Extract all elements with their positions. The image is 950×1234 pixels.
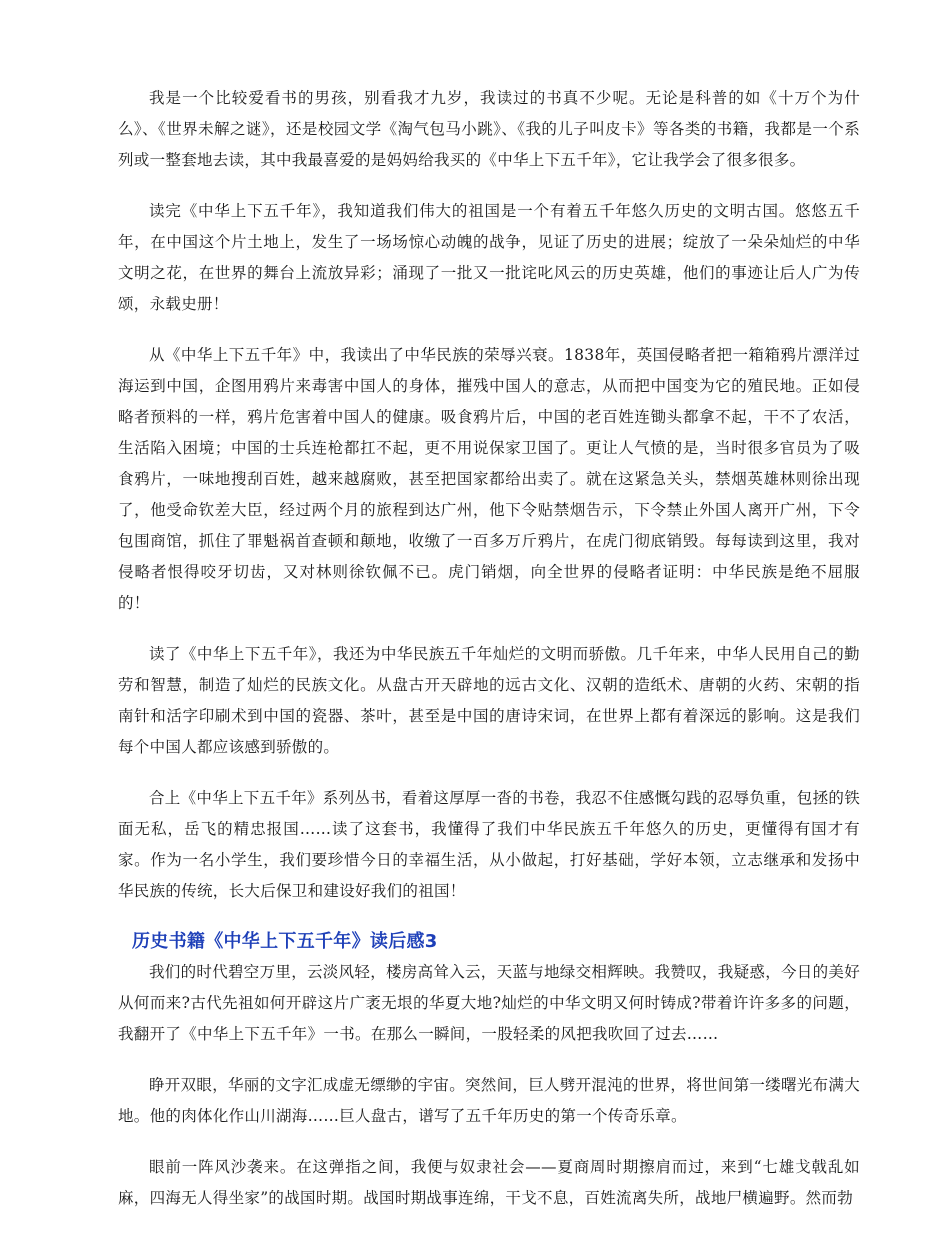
paragraph-modern-era: 我们的时代碧空万里，云淡风轻，楼房高耸入云，天蓝与地绿交相辉映。我赞叹，我疑惑，今日的美好从何而来?古代先祖如何开辟这片广袤无垠的华夏大地?灿烂的中华文明又何时铸成?带着许许多多的问题，我翻开了《中华上下五千年》一书。在那么一瞬间，一股轻柔的风把我吹回了过去…… — [118, 963, 861, 1043]
paragraph-opium-war: 从《中华上下五千年》中，我读出了中华民族的荣辱兴衰。1838年，英国侵略者把一箱箱鸦片漂洋过海运到中国，企图用鸦片来毒害中国人的身体，摧残中国人的意志，从而把中国变为它的殖民地。正如侵略者预料的一样，鸦片危害着中国人的健康。吸食鸦片后，中国的老百姓连锄头都拿不起，干不了农活，生活陷入困境；中国的士兵连枪都扛不起，更不用说保家卫国了。更让人气愤的是，当时很多官员为了吸食鸦片，一味地搜刮百姓，越来越腐败，甚至把国家都给出卖了。就在这紧急关头，禁烟英雄林则徐出现了，他受命钦差大臣，经过两个月的旅程到达广州，他下令贴禁烟告示，下令禁止外国人离开广州，下令包围商馆，抓住了罪魁祸首查顿和颠地，收缴了一百多万斤鸦片，在虎门彻底销毁。每每读到这里，我对侵略者恨得咬牙切齿，又对林则徐钦佩不已。虎门销烟，向全世界的侵略者证明：中华民族是绝不屈服的！ — [118, 346, 860, 612]
section-heading: 历史书籍《中华上下五千年》读后感3 — [132, 931, 438, 952]
paragraph-warring-states: 眼前一阵风沙袭来。在这弹指之间，我便与奴隶社会——夏商周时期擦肩而过，来到“七雄戈戟乱如麻，四海无人得坐家”的战国时期。战国时期战事连绵，干戈不息，百姓流离失所，战地尸横遍野。然而勃 — [118, 1158, 860, 1207]
paragraph-ancient-civilization: 读完《中华上下五千年》，我知道我们伟大的祖国是一个有着五千年悠久历史的文明古国。悠悠五千年，在中国这个片土地上，发生了一场场惊心动魄的战争，见证了历史的进展；绽放了一朵朵灿烂的中华文明之花，在世界的舞台上流放异彩；涌现了一批又一批诧叱风云的历史英雄，他们的事迹让后人广为传颂，永载史册！ — [118, 202, 860, 313]
paragraph-culture-pride: 读了《中华上下五千年》，我还为中华民族五千年灿烂的文明而骄傲。几千年来，中华人民用自己的勤劳和智慧，制造了灿烂的民族文化。从盘古开天辟地的远古文化、汉朝的造纸术、唐朝的火药、宋朝的指南针和活字印刷术到中国的瓷器、茶叶，甚至是中国的唐诗宋词，在世界上都有着深远的影响。这是我们每个中国人都应该感到骄傲的。 — [118, 645, 860, 756]
paragraph-pangu: 睁开双眼，华丽的文字汇成虚无缥缈的宇宙。突然间，巨人劈开混沌的世界，将世间第一缕曙光布满大地。他的肉体化作山川湖海……巨人盘古，谱写了五千年历史的第一个传奇乐章。 — [118, 1076, 861, 1125]
paragraph-conclusion: 合上《中华上下五千年》系列丛书，看着这厚厚一沓的书卷，我忍不住感慨勾践的忍辱负重，包拯的铁面无私，岳飞的精忠报国……读了这套书，我懂得了我们中华民族五千年悠久的历史，更懂得有国才有家。作为一名小学生，我们要珍惜今日的幸福生活，从小做起，打好基础，学好本领，立志继承和发扬中华民族的传统，长大后保卫和建设好我们的祖国！ — [118, 789, 861, 900]
document-page — [118, 83, 860, 1234]
paragraph-bookworm-intro: 我是一个比较爱看书的男孩，别看我才九岁，我读过的书真不少呢。无论是科普的如《十万个为什么》、《世界未解之谜》，还是校园文学《淘气包马小跳》、《我的儿子叫皮卡》等各类的书籍，我都是一个系列或一整套地去读，其中我最喜爱的是妈妈给我买的《中华上下五千年》，它让我学会了很多很多。 — [118, 89, 860, 169]
